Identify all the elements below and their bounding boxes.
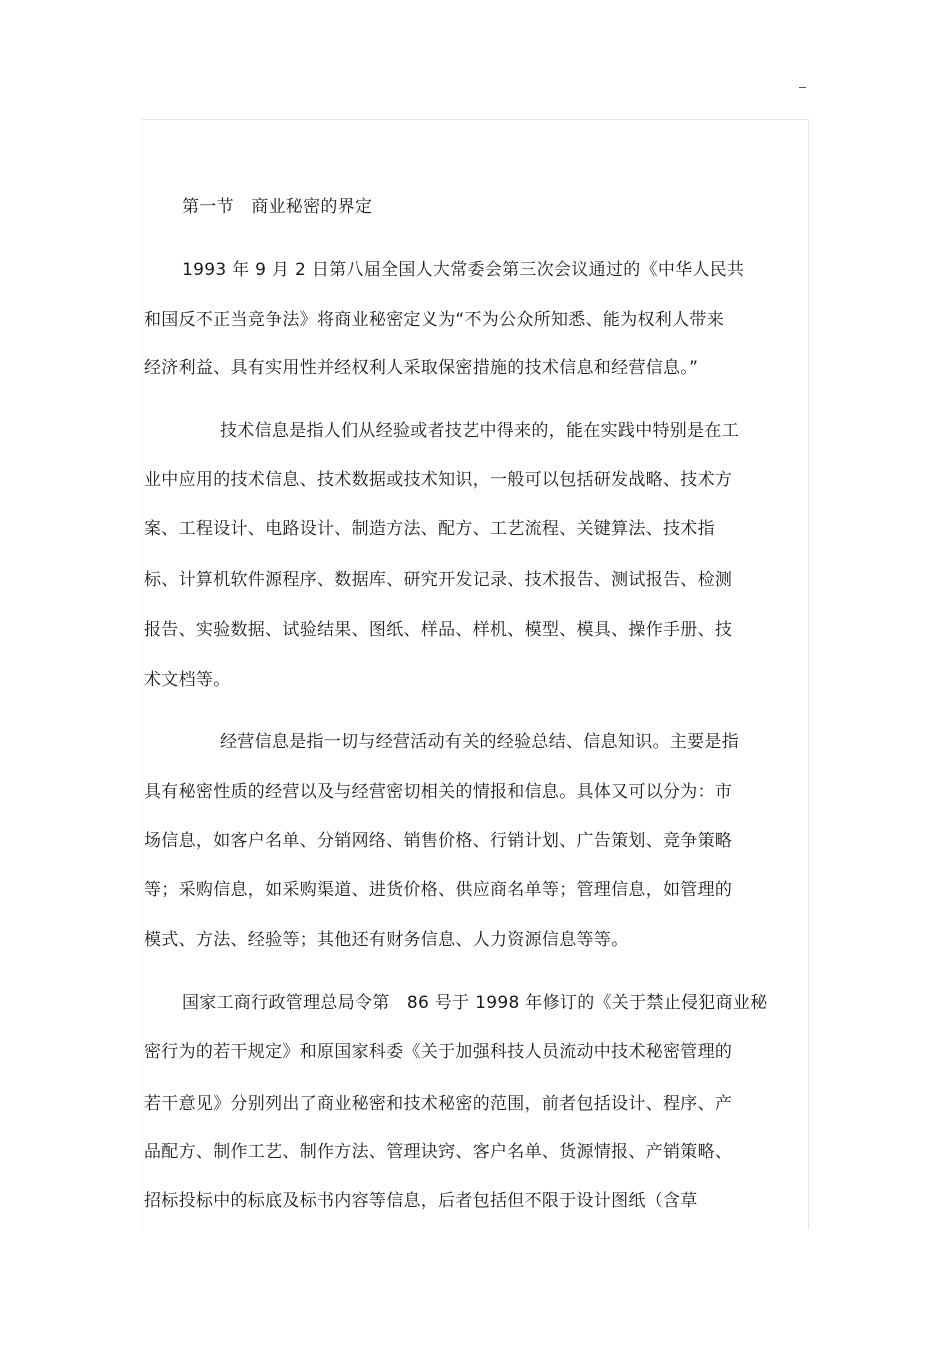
- paragraph-line: 经营信息是指一切与经营活动有关的经验总结、信息知识。主要是指: [220, 732, 739, 752]
- paragraph-line: 国家工商行政管理总局令第 86 号于 1998 年修订的《关于禁止侵犯商业秘: [182, 993, 768, 1013]
- paragraph-line: 场信息，如客户名单、分销网络、销售价格、行销计划、广告策划、竞争策略: [144, 831, 733, 851]
- paragraph-line: 技术信息是指人们从经验或者技艺中得来的，能在实践中特别是在工: [220, 421, 739, 441]
- paragraph-line: 等；采购信息，如采购渠道、进货价格、供应商名单等；管理信息，如管理的: [144, 880, 733, 900]
- section-heading: 第一节 商业秘密的界定: [182, 197, 373, 217]
- paragraph-line: 案、工程设计、电路设计、制造方法、配方、工艺流程、关键算法、技术指: [144, 519, 715, 539]
- page-corner-mark: [799, 87, 806, 88]
- paragraph-line: 具有秘密性质的经营以及与经营密切相关的情报和信息。具体又可以分为：市: [144, 782, 733, 802]
- paragraph-line: 和国反不正当竞争法》将商业秘密定义为“不为公众所知悉、能为权利人带来: [144, 310, 725, 330]
- paragraph-line: 品配方、制作工艺、制作方法、管理诀窍、客户名单、货源情报、产销策略、: [144, 1142, 733, 1162]
- paragraph-line: 1993 年 9 月 2 日第八届全国人大常委会第三次会议通过的《中华人民共: [182, 260, 745, 280]
- paragraph-line: 若干意见》分别列出了商业秘密和技术秘密的范围，前者包括设计、程序、产: [144, 1094, 733, 1114]
- paragraph-line: 招标投标中的标底及标书内容等信息，后者包括但不限于设计图纸（含草: [144, 1191, 698, 1211]
- paragraph-line: 经济利益、具有实用性并经权利人采取保密措施的技术信息和经营信息。”: [144, 358, 699, 378]
- paragraph-line: 业中应用的技术信息、技术数据或技术知识，一般可以包括研发战略、技术方: [144, 470, 733, 490]
- page-frame: [142, 119, 809, 1230]
- paragraph-line: 术文档等。: [144, 670, 231, 690]
- paragraph-line: 报告、实验数据、试验结果、图纸、样品、样机、模型、模具、操作手册、技: [144, 620, 733, 640]
- paragraph-line: 模式、方法、经验等；其他还有财务信息、人力资源信息等等。: [144, 930, 629, 950]
- paragraph-line: 密行为的若干规定》和原国家科委《关于加强科技人员流动中技术秘密管理的: [144, 1042, 733, 1062]
- paragraph-line: 标、计算机软件源程序、数据库、研究开发记录、技术报告、测试报告、检测: [144, 570, 733, 590]
